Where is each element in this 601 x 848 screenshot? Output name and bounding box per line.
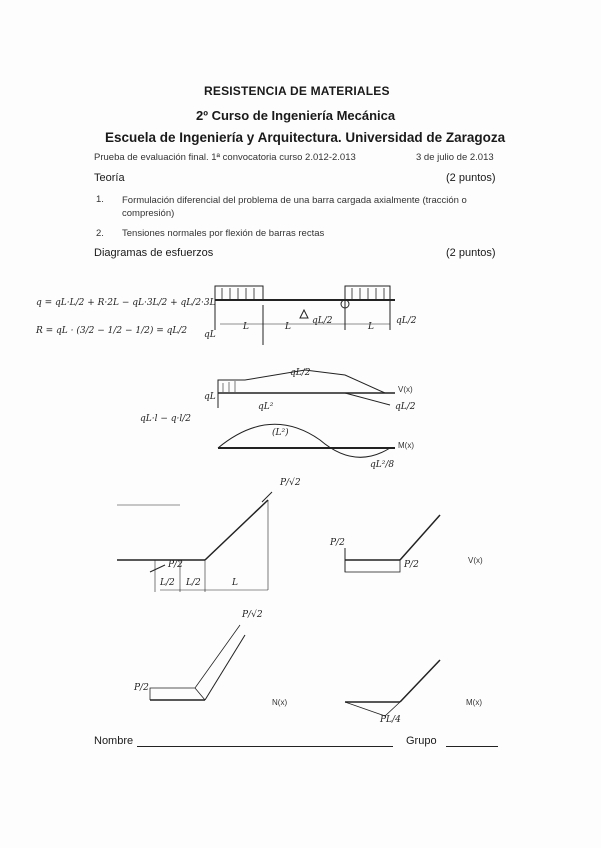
beam-right-reaction: qL/2 bbox=[396, 316, 417, 326]
frame-load: P/√2 bbox=[280, 478, 301, 488]
beam-span-1: L bbox=[243, 322, 249, 332]
frame-m-label: M(x) bbox=[466, 698, 482, 707]
shear-right: qL/2 bbox=[395, 402, 416, 412]
beam-mid-reaction: qL/2 bbox=[312, 316, 333, 326]
frame-n-label: N(x) bbox=[272, 698, 288, 707]
shear-label: V(x) bbox=[398, 385, 413, 394]
diagramas-points: (2 puntos) bbox=[446, 247, 496, 259]
frame-n-left: P/2 bbox=[134, 683, 149, 693]
shear-mid: qL/2 bbox=[290, 368, 311, 378]
group-field[interactable] bbox=[446, 746, 498, 747]
exam-date: 3 de julio de 2.013 bbox=[416, 152, 494, 163]
support-mid bbox=[300, 310, 308, 318]
moment-eq: qL·l − q·l/2 bbox=[140, 414, 191, 424]
teoria-title: Teoría bbox=[94, 172, 125, 184]
frame-v-right: P/2 bbox=[404, 560, 419, 570]
diagramas-title: Diagramas de esfuerzos bbox=[94, 247, 214, 259]
frame-m-val: PL/4 bbox=[380, 715, 401, 725]
beam-span-3: L bbox=[368, 322, 374, 332]
frame-span-2: L/2 bbox=[186, 578, 201, 588]
moment-label: M(x) bbox=[398, 441, 414, 450]
course-title: RESISTENCIA DE MATERIALES bbox=[204, 84, 390, 98]
teoria-item-2-num: 2. bbox=[96, 228, 104, 239]
eq-2: R = qL · (3/2 − 1/2 − 1/2) = qL/2 bbox=[36, 326, 188, 336]
school-name: Escuela de Ingeniería y Arquitectura. Universidad de Zaragoza bbox=[105, 130, 506, 145]
group-label: Grupo bbox=[406, 735, 437, 747]
moment-peak: qL² bbox=[258, 402, 274, 412]
teoria-item-1-text: Formulación diferencial del problema de una barra cargada axialmente (tracción o compresión) bbox=[122, 195, 467, 219]
frame-v-label: V(x) bbox=[468, 556, 483, 565]
moment-neg: qL²/8 bbox=[370, 460, 395, 470]
frame-v-left: P/2 bbox=[330, 538, 345, 548]
exam-info: Prueba de evaluación final. 1ª convocatoria curso 2.012-2.013 bbox=[94, 152, 356, 163]
frame-n-top: P/√2 bbox=[242, 610, 263, 620]
moment-mid: (L²) bbox=[272, 428, 289, 438]
beam-span-2: L bbox=[285, 322, 291, 332]
shear-left: qL bbox=[204, 392, 216, 402]
frame-span-3: L bbox=[232, 578, 238, 588]
beam-left-reaction: qL bbox=[204, 330, 216, 340]
course-year: 2º Curso de Ingeniería Mecánica bbox=[196, 108, 396, 123]
eq-1: q = qL·L/2 + R·2L − qL·3L/2 + qL/2·3L bbox=[36, 298, 216, 308]
teoria-item-1-num: 1. bbox=[96, 194, 104, 205]
frame-span-1: L/2 bbox=[160, 578, 175, 588]
teoria-item-2-text: Tensiones normales por flexión de barras rectas bbox=[122, 228, 325, 239]
name-label: Nombre bbox=[94, 735, 134, 747]
name-field[interactable] bbox=[137, 746, 393, 747]
frame-base: P/2 bbox=[168, 560, 183, 570]
teoria-points: (2 puntos) bbox=[446, 172, 496, 184]
